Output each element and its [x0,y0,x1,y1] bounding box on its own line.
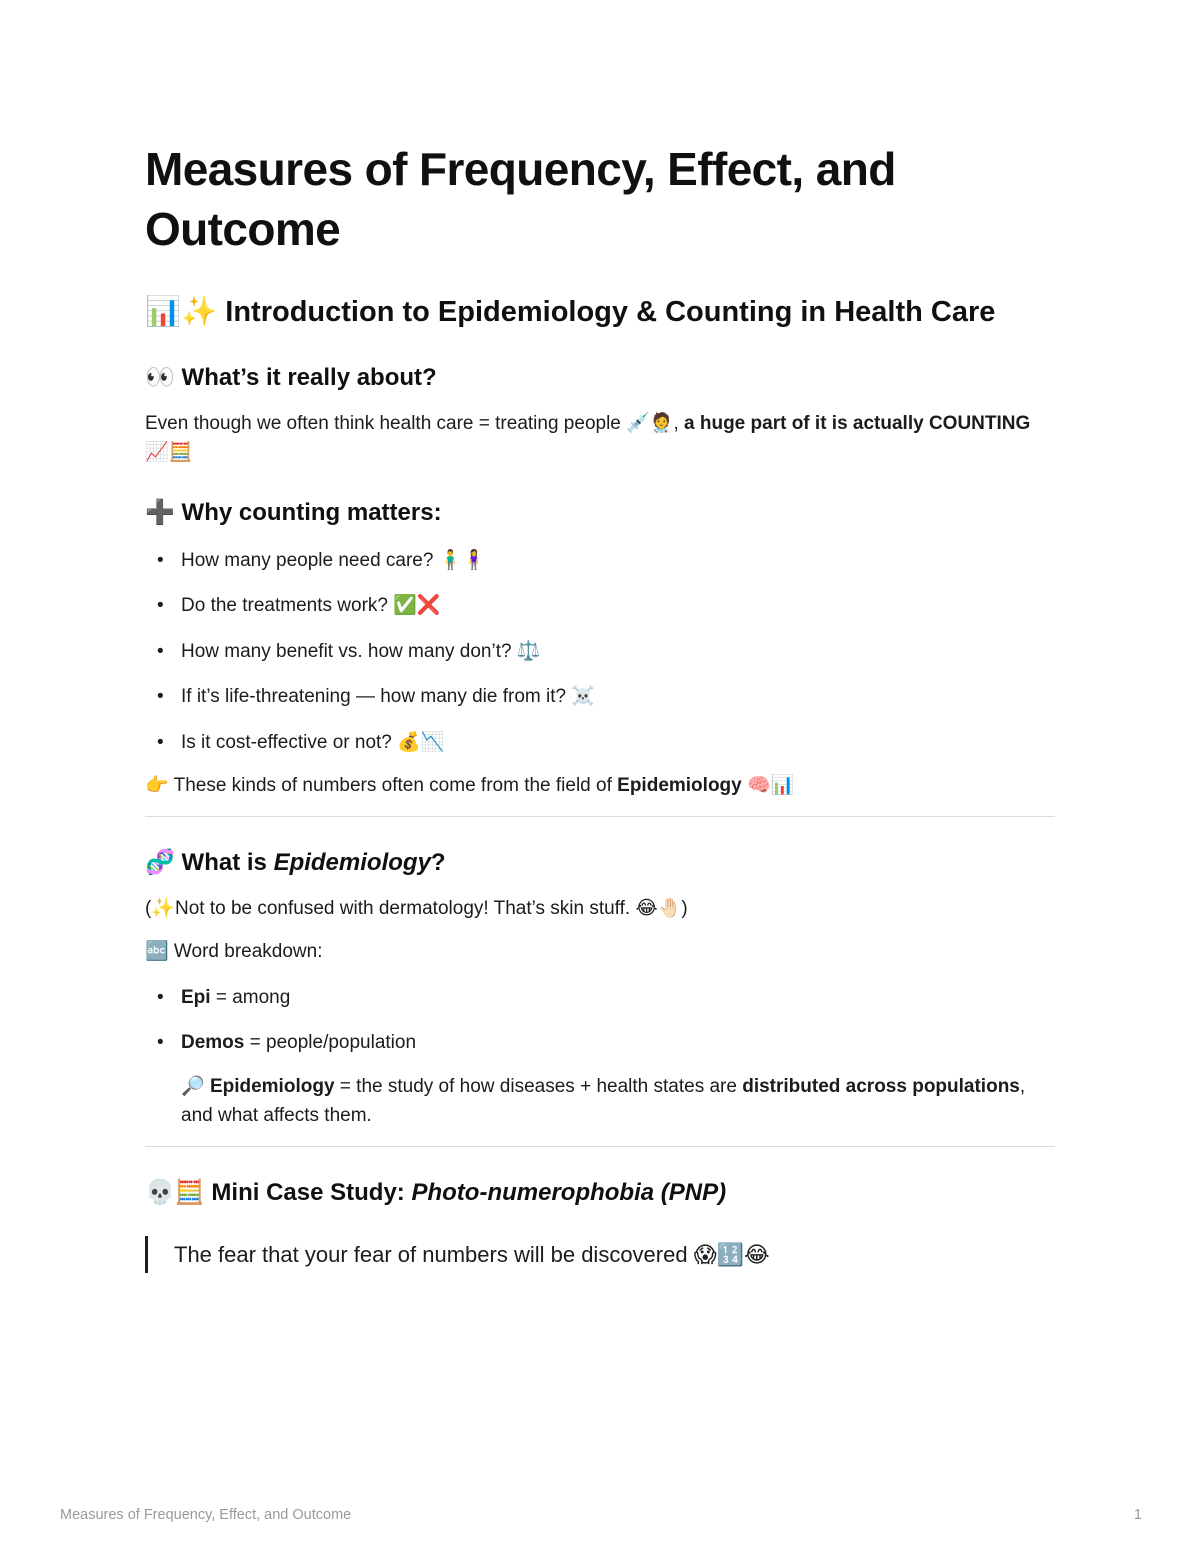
paragraph-dermatology-joke: (✨Not to be confused with dermatology! That’s skin stuff. 😂🤚🏻) [145,897,688,919]
italic-run: Epidemiology [273,849,431,877]
section-heading-intro: 📊✨ Introduction to Epidemiology & Counting in Health Care [145,295,996,328]
list-item: • Is it cost-effective or not? 💰📉 [145,728,1055,757]
text-run: 📈🧮 [145,442,193,464]
list-item: • If it’s life-threatening — how many die from it? ☠️ [145,682,1055,711]
paragraph-epidemiology-definition [181,1072,1055,1131]
footer-page-number: 1 [1133,1507,1142,1523]
bold-run: distributed across populations [742,1075,1020,1097]
bold-run: Epi [181,986,211,1008]
footer-title: Measures of Frequency, Effect, and Outcome [60,1507,352,1523]
list-item [145,983,1055,1012]
text-run: = people/population [244,1032,417,1054]
bold-run: a huge part of it is actually COUNTING [684,412,1031,434]
why-counting-list [145,546,1055,757]
subheading-mini-case-study [145,1177,1055,1209]
text-run: 🧬 What is [145,849,274,877]
page-title: Measures of Frequency, Effect, and Outcome [145,143,896,255]
list-item: • How many people need care? 🧍‍♂️🧍‍♀️ [145,546,1055,575]
divider [145,1146,1055,1147]
bold-run: Epidemiology [209,1075,335,1097]
text-run: , and what affects them. [181,1075,1026,1127]
list-item [145,1028,1055,1057]
subheading-what-is-epidemiology [145,847,1055,879]
subheading-whats-it-about: 👀 What’s it really about? [145,364,437,392]
bold-run: Epidemiology [617,775,742,797]
divider [145,816,1055,817]
paragraph-about [145,409,1055,468]
paragraph-epidemiology-pointer [145,771,1055,800]
bold-run: Demos [181,1032,245,1054]
text-run: 🔎 [181,1075,210,1097]
list-item: • How many benefit vs. how many don’t? ⚖️ [145,637,1055,666]
text-run: = among [210,986,291,1008]
text-run: ? [430,849,446,877]
text-run: 💀🧮 Mini Case Study: [145,1179,412,1207]
list-item: • Do the treatments work? ✅❌ [145,591,1055,620]
page-footer [60,1507,1142,1523]
text-run: Even though we often think health care = treating people 💉🧑‍⚕️, [145,412,685,434]
subheading-why-counting: ➕ Why counting matters: [145,499,442,527]
text-run: 🧠📊 [741,775,795,797]
word-breakdown-list [145,983,1055,1058]
paragraph-word-breakdown-label: 🔤 Word breakdown: [145,941,323,963]
quote-photo-numerophobia: The fear that your fear of numbers will be discovered 😱🔢😂 [145,1236,1055,1273]
text-run: 👉 These kinds of numbers often come from the field of [145,775,618,797]
text-run: = the study of how diseases + health states are [334,1075,743,1097]
italic-run: Photo-numerophobia (PNP) [411,1179,727,1207]
